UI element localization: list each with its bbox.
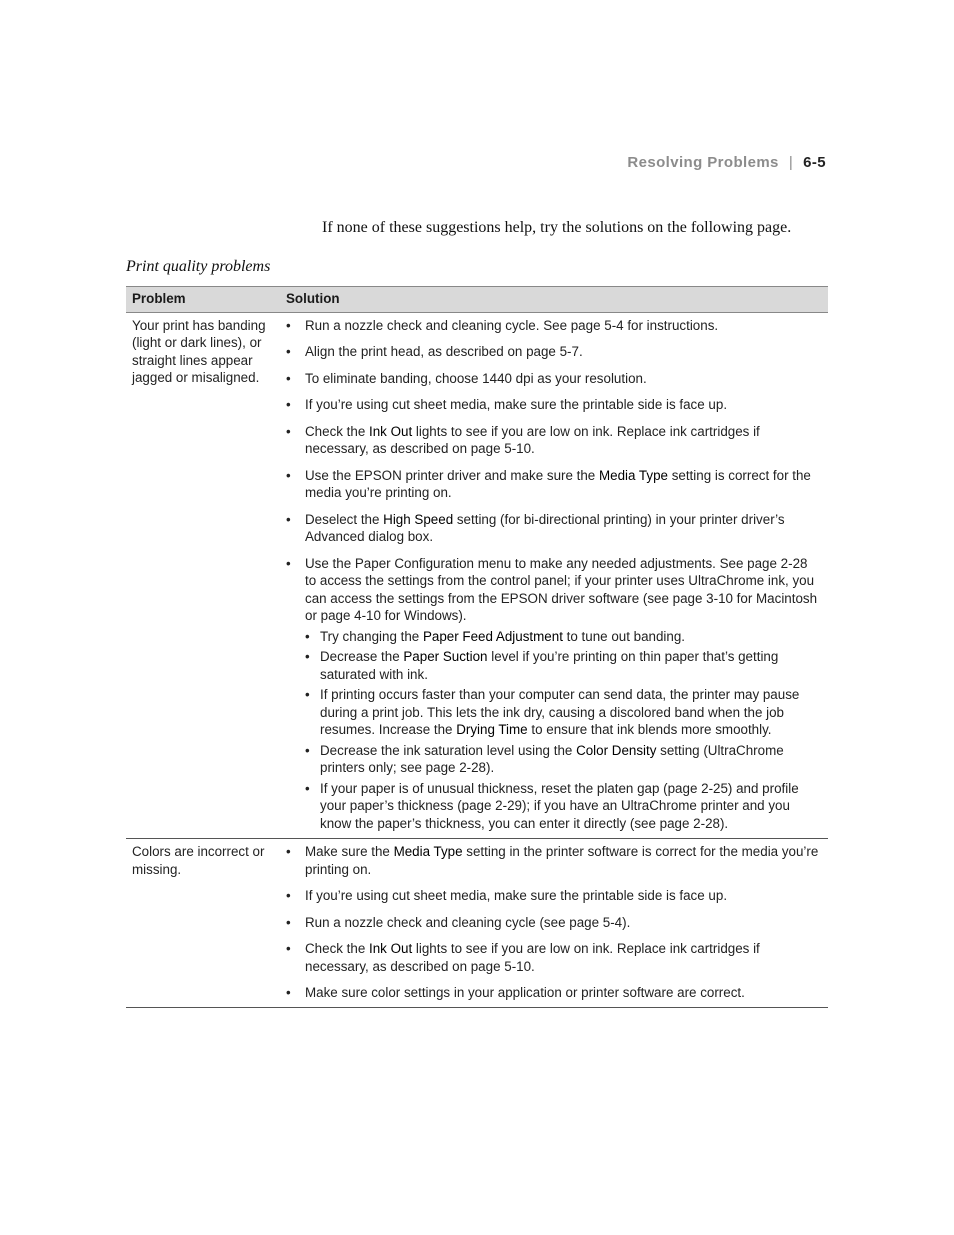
solution-item [286, 555, 822, 833]
solution-text: If your paper is of unusual thickness, reset the platen gap (page 2-25) and profile your paper’s thickness (page 2-29); if you have an UltraChrome printer and you know the paper’s thickness, you can enter it directly (see page 2-28). [320, 780, 799, 831]
solution-text: If you’re using cut sheet media, make sure the printable side is face up. [305, 397, 728, 412]
setting-name: Drying Time [456, 722, 528, 737]
solution-text: to tune out banding. [562, 628, 686, 644]
solution-cell [280, 312, 828, 839]
solution-text: Use the EPSON printer driver and make sure the [305, 467, 599, 483]
solution-cell [280, 839, 828, 1008]
solution-text: lights to see if you are low on ink. Replace ink cartridges if necessary, as described on page 5-10. [305, 423, 760, 456]
solution-item [286, 396, 822, 414]
setting-name: Paper Suction [403, 649, 488, 664]
solution-text: Try changing the [320, 628, 423, 644]
sub-solution-item [305, 628, 822, 646]
solution-text: Run a nozzle check and cleaning cycle (see page 5-4). [305, 914, 631, 930]
table-caption: Print quality problems [126, 258, 271, 275]
solution-item [286, 984, 822, 1002]
solution-text: Make sure the [305, 844, 394, 859]
solution-text: to ensure that ink blends more smoothly. [527, 722, 772, 737]
solution-text: Use the Paper Configuration menu to make any needed adjustments. See page 2-28 to access the settings from the control panel; if your printer uses UltraChrome ink, you can access the settings from the EPSON driver software (see page 3-10 for Macintosh or page 4-10 for Windows). [305, 555, 818, 623]
setting-name: Paper Feed Adjustment [422, 628, 563, 644]
sub-solution-item [305, 742, 822, 777]
problem-cell: Colors are incorrect or missing. [126, 839, 280, 1008]
sub-solution-item [305, 780, 822, 833]
sub-solution-item [305, 648, 822, 683]
solution-text: setting is correct for the media you’re printing on. [305, 467, 811, 500]
setting-name: Media Type [598, 467, 668, 483]
solution-item [286, 343, 822, 361]
print-quality-table [126, 286, 828, 1008]
sub-solution-list [305, 628, 822, 833]
sub-solution-item [305, 686, 822, 739]
solution-item [286, 467, 822, 502]
solution-text: Run a nozzle check and cleaning cycle. See page 5-4 for instructions. [305, 317, 719, 333]
problem-column-header: Problem [126, 287, 280, 313]
solution-item [286, 887, 822, 905]
setting-name: Ink Out [369, 423, 413, 439]
solution-item [286, 940, 822, 975]
running-header [627, 154, 826, 171]
solution-item [286, 317, 822, 335]
setting-name: Color Density [576, 742, 657, 758]
solution-text: lights to see if you are low on ink. Replace ink cartridges if necessary, as described on page 5-10. [305, 941, 760, 974]
setting-name: High Speed [383, 511, 454, 527]
problem-cell: Your print has banding (light or dark lines), or straight lines appear jagged or misaligned. [126, 312, 280, 839]
section-title: Resolving Problems [627, 154, 779, 171]
solution-text: setting in the printer software is correct for the media you’re printing on. [305, 844, 819, 877]
setting-name: Media Type [393, 844, 463, 859]
solution-item [286, 423, 822, 458]
solution-text: Decrease the [320, 649, 404, 664]
solution-text: setting (UltraChrome printers only; see page 2-28). [320, 742, 784, 775]
solution-text: If printing occurs faster than your computer can send data, the printer may pause during a print job. This lets the ink dry, causing a discolored band when the job resumes. Increase the [320, 687, 800, 737]
header-separator: | [788, 154, 794, 171]
solution-text: If you’re using cut sheet media, make sure the printable side is face up. [305, 888, 728, 903]
solution-item [286, 914, 822, 932]
setting-name: Ink Out [369, 941, 413, 956]
table-body [126, 312, 828, 1007]
intro-paragraph: If none of these suggestions help, try the solutions on the following page. [322, 219, 792, 236]
solution-text: setting (for bi-directional printing) in your printer driver’s Advanced dialog box. [305, 511, 785, 544]
solution-list [286, 843, 822, 1002]
solution-text: level if you’re printing on thin paper that’s getting saturated with ink. [320, 649, 779, 682]
solution-text: Check the [305, 423, 370, 439]
solution-text: Decrease the ink saturation level using the [320, 742, 577, 758]
page-number: 6-5 [803, 154, 826, 171]
table-header-row [126, 287, 828, 313]
solution-column-header: Solution [280, 287, 828, 313]
solution-list [286, 317, 822, 833]
solution-text: Check the [305, 941, 370, 956]
solution-text: Align the print head, as described on page 5-7. [305, 344, 583, 359]
solution-item [286, 370, 822, 388]
solution-text: Deselect the [305, 511, 384, 527]
table-row [126, 839, 828, 1008]
solution-text: To eliminate banding, choose 1440 dpi as your resolution. [305, 370, 647, 386]
solution-item [286, 843, 822, 878]
solution-text: Make sure color settings in your application or printer software are correct. [305, 985, 745, 1000]
table-row [126, 312, 828, 839]
solution-item [286, 511, 822, 546]
